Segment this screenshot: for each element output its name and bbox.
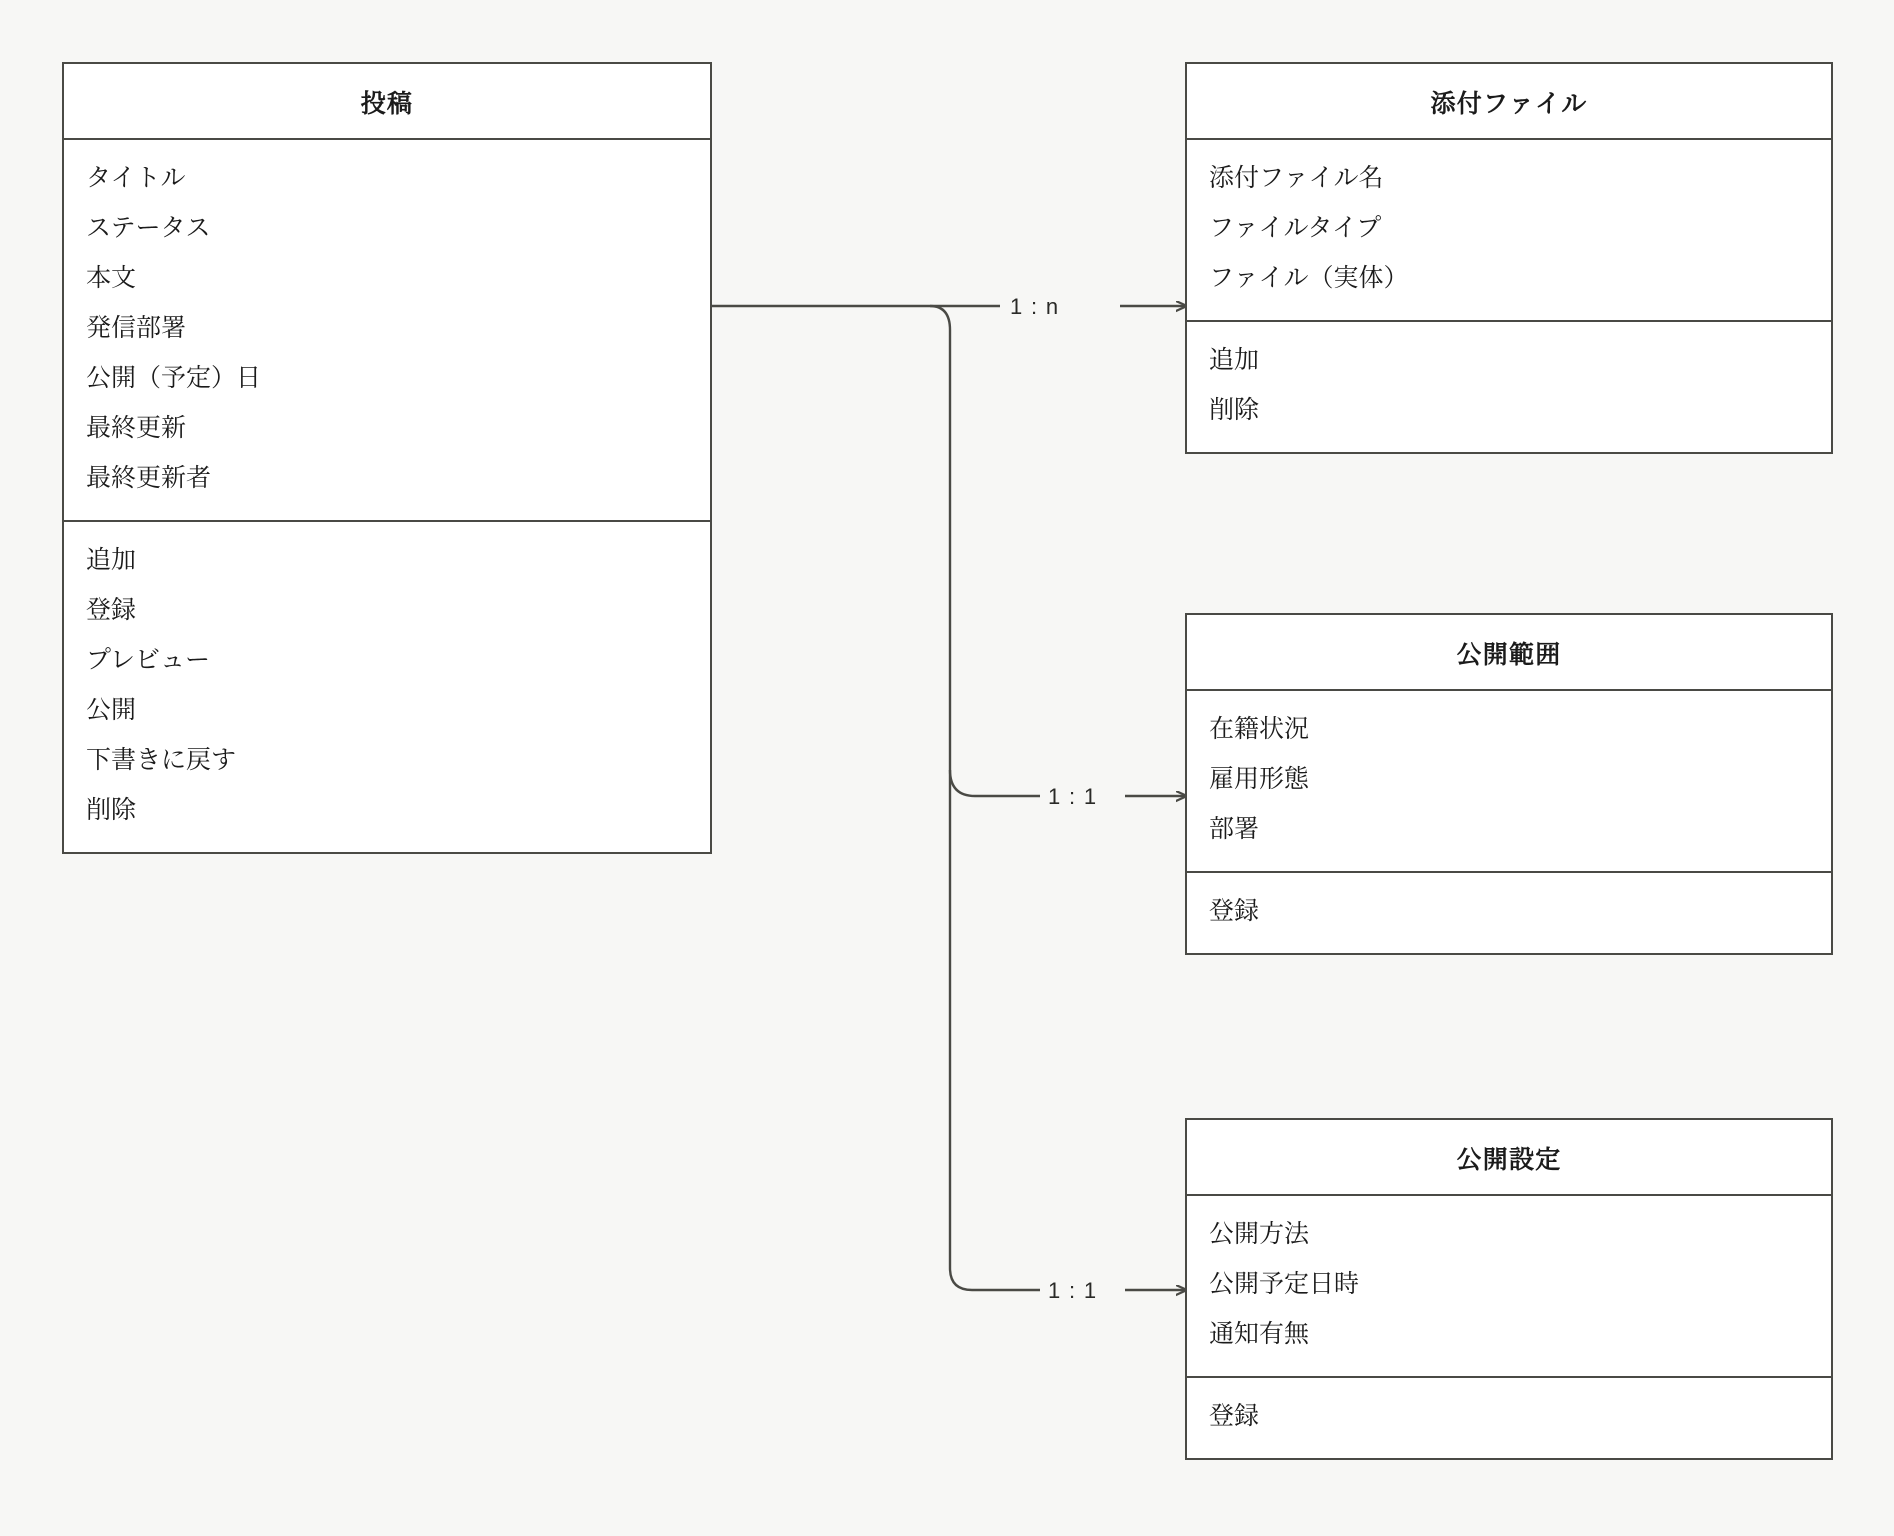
operation-row: 登録 [86,596,137,624]
attribute-row: 在籍状況 [1209,715,1310,743]
operations-section [1187,320,1831,452]
operations-section [1187,871,1831,953]
attribute-row: 公開方法 [1209,1220,1310,1248]
attributes-section [1187,1196,1831,1376]
operation-row: 下書きに戻す [86,746,237,774]
attribute-row: 公開予定日時 [1209,1270,1360,1298]
operation-row: 登録 [1209,1402,1260,1430]
attributes-section [1187,691,1831,871]
entity-post[interactable] [62,62,712,854]
entity-scope[interactable] [1185,613,1833,955]
attribute-row: 通知有無 [1209,1320,1310,1348]
attribute-row: 部署 [1209,815,1260,843]
relation-label-post-scope: 1 : 1 [1048,784,1098,809]
relation-label-post-attachment: 1 : n [1010,294,1060,319]
attribute-row: ステータス [86,214,211,242]
attribute-row: 雇用形態 [1209,765,1310,793]
operations-section [1187,1376,1831,1458]
relation-label-post-settings: 1 : 1 [1048,1278,1098,1303]
attribute-row: タイトル [86,164,186,192]
operation-row: 登録 [1209,897,1260,925]
attribute-row: 公開（予定）日 [86,364,262,392]
operations-section [64,520,710,852]
attributes-section [1187,140,1831,320]
entity-title: 公開範囲 [1187,615,1831,691]
attribute-row: 本文 [86,264,137,292]
attribute-row: 最終更新 [86,414,187,442]
attribute-row: 添付ファイル名 [1209,164,1384,192]
operation-row: プレビュー [86,646,211,674]
attribute-row: ファイル（実体） [1209,264,1409,292]
attribute-row: 最終更新者 [86,464,212,492]
operation-row: 公開 [86,696,137,724]
attributes-section [64,140,710,520]
operation-row: 削除 [86,796,137,824]
attribute-row: 発信部署 [86,314,187,342]
entity-attachment[interactable] [1185,62,1833,454]
entity-title: 公開設定 [1187,1120,1831,1196]
operation-row: 追加 [1209,346,1260,374]
attribute-row: ファイルタイプ [1209,214,1382,242]
operation-row: 削除 [1209,396,1260,424]
entity-settings[interactable] [1185,1118,1833,1460]
entity-title: 投稿 [64,64,710,140]
operation-row: 追加 [86,546,137,574]
entity-title: 添付ファイル [1187,64,1831,140]
